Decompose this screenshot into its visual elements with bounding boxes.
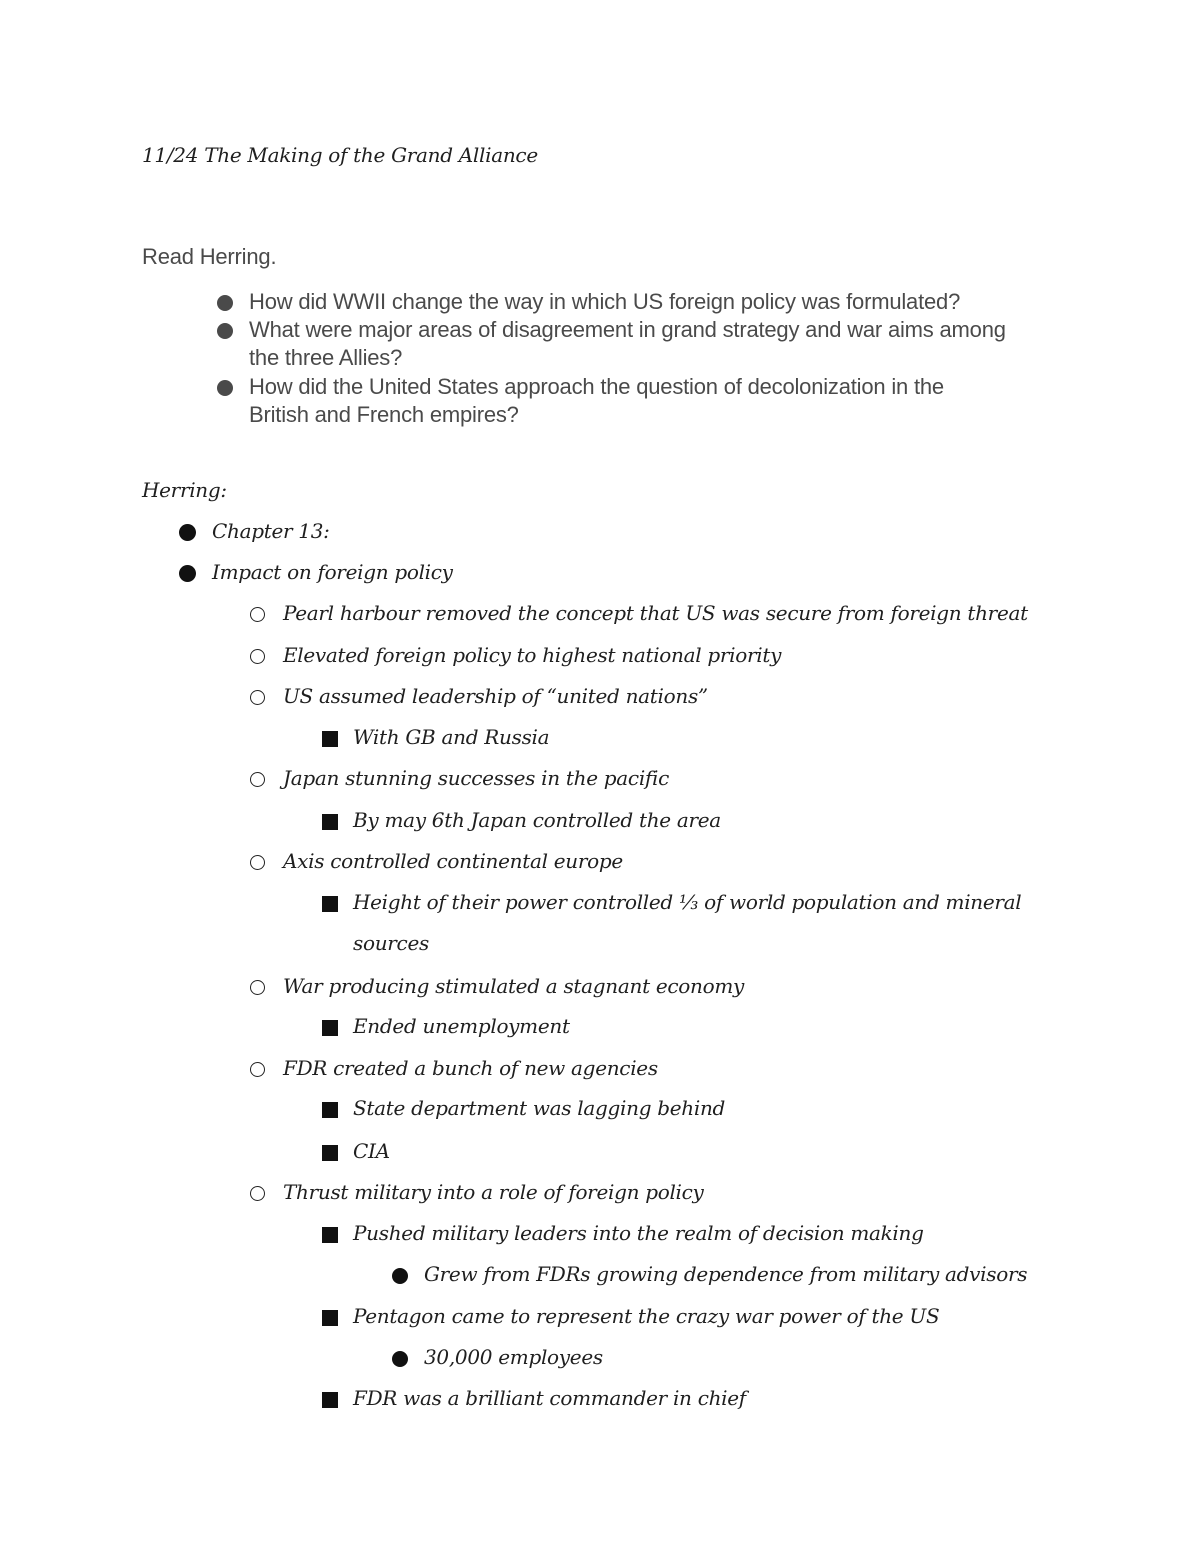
question-line: How did the United States approach the question of decolonization in the	[249, 374, 944, 399]
square-bullet-icon	[322, 1020, 338, 1036]
note-employees: 30,000 employees	[424, 1345, 603, 1369]
note-japan: Japan stunning successes in the pacific	[283, 766, 670, 790]
note-thrust: Thrust military into a role of foreign policy	[283, 1180, 704, 1204]
square-bullet-icon	[322, 814, 338, 830]
square-bullet-icon	[322, 896, 338, 912]
note-state-dept: State department was lagging behind	[353, 1096, 726, 1120]
filled-circle-bullet-icon	[179, 565, 196, 582]
hollow-circle-bullet-icon	[250, 1062, 265, 1077]
question-line: How did WWII change the way in which US foreign policy was formulated?	[249, 289, 961, 314]
note-axis: Axis controlled continental europe	[283, 849, 623, 873]
note-height-line1: Height of their power controlled ⅓ of world population and mineral	[353, 890, 1022, 914]
hollow-circle-bullet-icon	[250, 649, 265, 664]
note-pearl: Pearl harbour removed the concept that US was secure from foreign threat	[283, 601, 1028, 625]
read-heading: Read Herring.	[142, 244, 277, 269]
bullet-icon	[217, 295, 233, 311]
filled-circle-bullet-icon	[392, 1351, 408, 1367]
notes-heading: Herring:	[142, 478, 227, 502]
hollow-circle-bullet-icon	[250, 772, 265, 787]
square-bullet-icon	[322, 731, 338, 747]
hollow-circle-bullet-icon	[250, 607, 265, 622]
question-item	[249, 373, 1069, 429]
question-item	[249, 316, 1069, 372]
note-ended: Ended unemployment	[353, 1014, 570, 1038]
filled-circle-bullet-icon	[392, 1268, 408, 1284]
note-height-line2: sources	[353, 931, 429, 955]
note-leadership: US assumed leadership of “united nations”	[283, 684, 708, 708]
note-war-producing: War producing stimulated a stagnant economy	[283, 974, 745, 998]
hollow-circle-bullet-icon	[250, 1186, 265, 1201]
square-bullet-icon	[322, 1392, 338, 1408]
note-by-may: By may 6th Japan controlled the area	[353, 808, 721, 832]
bullet-icon	[217, 380, 233, 396]
note-pushed: Pushed military leaders into the realm of decision making	[353, 1221, 924, 1245]
square-bullet-icon	[322, 1310, 338, 1326]
note-cia: CIA	[353, 1139, 390, 1163]
hollow-circle-bullet-icon	[250, 980, 265, 995]
note-grew: Grew from FDRs growing dependence from military advisors	[424, 1262, 1028, 1286]
note-chapter: Chapter 13:	[212, 519, 330, 543]
question-line: What were major areas of disagreement in grand strategy and war aims among	[249, 317, 1006, 342]
square-bullet-icon	[322, 1145, 338, 1161]
note-with-gb: With GB and Russia	[353, 725, 550, 749]
hollow-circle-bullet-icon	[250, 690, 265, 705]
bullet-icon	[217, 323, 233, 339]
hollow-circle-bullet-icon	[250, 855, 265, 870]
question-line: British and French empires?	[249, 402, 519, 427]
note-elevated: Elevated foreign policy to highest national priority	[283, 643, 782, 667]
note-fdr-agencies: FDR created a bunch of new agencies	[283, 1056, 658, 1080]
note-fdr-brilliant: FDR was a brilliant commander in chief	[353, 1386, 746, 1410]
square-bullet-icon	[322, 1102, 338, 1118]
question-line: the three Allies?	[249, 345, 403, 370]
question-item	[249, 288, 1069, 316]
note-pentagon: Pentagon came to represent the crazy war power of the US	[353, 1304, 940, 1328]
filled-circle-bullet-icon	[179, 524, 196, 541]
square-bullet-icon	[322, 1227, 338, 1243]
page-title: 11/24 The Making of the Grand Alliance	[142, 143, 538, 167]
note-impact: Impact on foreign policy	[212, 560, 453, 584]
